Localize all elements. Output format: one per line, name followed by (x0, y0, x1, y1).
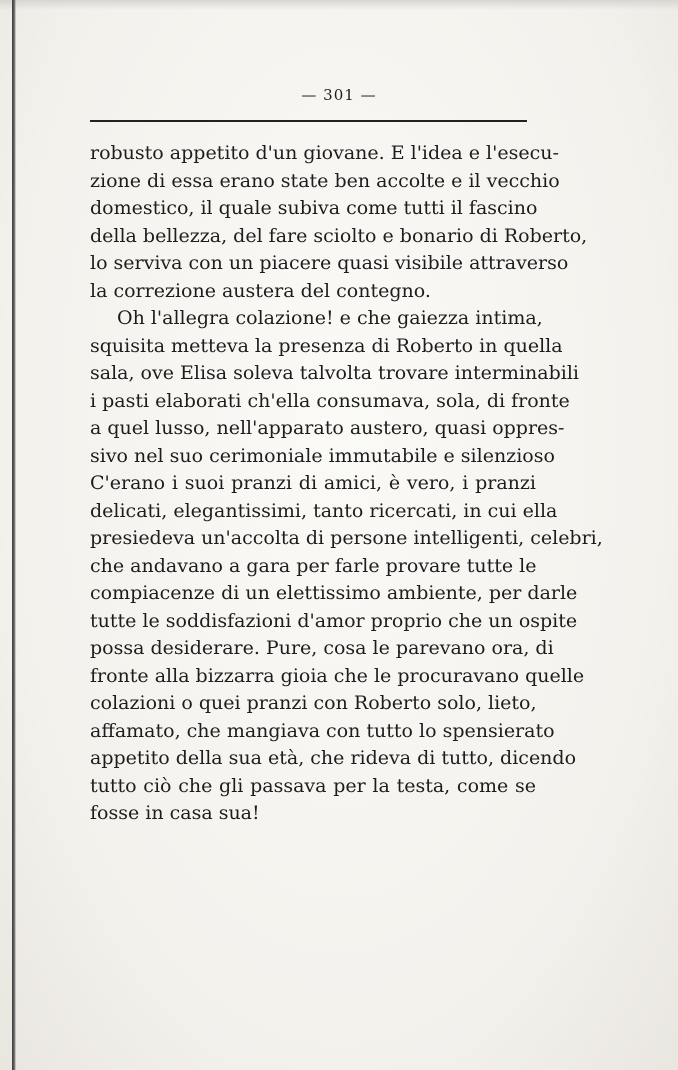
header-rule (90, 120, 527, 122)
text-line: colazioni o quei pranzi con Roberto solo, lieto, (90, 692, 537, 714)
text-line: squisita metteva la presenza di Roberto in quella (90, 334, 563, 357)
text-line: compiacenze di un elettissimo ambiente, per darle (90, 582, 578, 604)
text-line: i pasti elaborati ch'ella consumava, sola, di fronte (90, 389, 570, 412)
text-line: della bellezza, del fare sciolto e bonario di Roberto, (90, 224, 588, 247)
text-line: la correzione austera del contegno. (90, 279, 431, 302)
text-line: presiedeva un'accolta di persone intelligenti, celebri, (90, 527, 603, 549)
text-line: C'erano i suoi pranzi di amici, è vero, i pranzi (90, 472, 536, 494)
text-line: delicati, elegantissimi, tanto ricercati, in cui ella (90, 499, 558, 522)
text-line: domestico, il quale subiva come tutti il fascino (90, 197, 538, 219)
text-line: fronte alla bizzarra gioia che le procuravano quelle (90, 664, 585, 687)
text-line: appetito della sua età, che rideva di tutto, dicendo (90, 747, 577, 769)
text-line: sivo nel suo cerimoniale immutabile e silenzioso (90, 444, 555, 467)
body-text (90, 140, 603, 828)
page-binding-edge (12, 0, 16, 1070)
page-number: — 301 — (301, 86, 377, 104)
text-line: Oh l'allegra colazione! e che gaiezza intima, (117, 307, 543, 329)
page-top-shadow (0, 0, 678, 10)
paragraph-1 (90, 140, 588, 305)
text-line: che andavano a gara per farle provare tutte le (90, 554, 537, 577)
text-line: tutto ciò che gli passava per la testa, come se (90, 774, 536, 797)
text-line: tutte le soddisfazioni d'amor proprio che un ospite (90, 609, 578, 632)
text-line: fosse in casa sua! (90, 802, 260, 824)
text-line: lo serviva con un piacere quasi visibile attraverso (90, 252, 569, 274)
text-line: possa desiderare. Pure, cosa le parevano ora, di (90, 637, 554, 659)
paragraph-2 (90, 305, 603, 828)
text-line: sala, ove Elisa soleva talvolta trovare interminabili (90, 362, 579, 384)
text-line: affamato, che mangiava con tutto lo spensierato (90, 719, 555, 742)
text-line: robusto appetito d'un giovane. E l'idea e l'esecu- (90, 142, 559, 164)
text-line: a quel lusso, nell'apparato austero, quasi oppres- (90, 417, 565, 439)
text-line: zione di essa erano state ben accolte e il vecchio (90, 169, 560, 192)
